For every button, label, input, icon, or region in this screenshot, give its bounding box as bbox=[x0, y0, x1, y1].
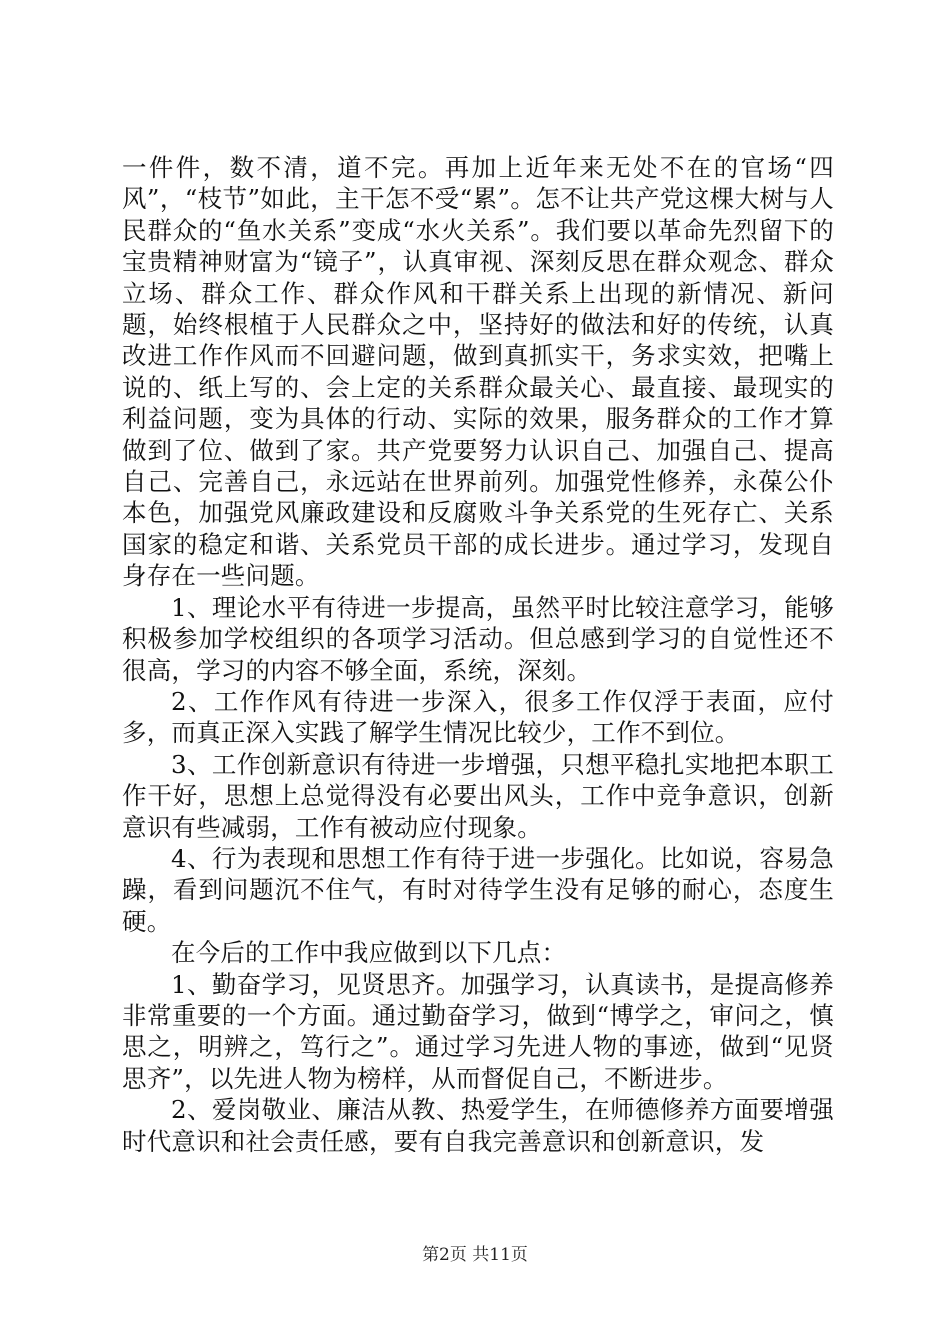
paragraph-2: 1、理论水平有待进一步提高，虽然平时比较注意学习，能够积极参加学校组织的各项学习活动。但总感到学习的自觉性还不很高，学习的内容不够全面，系统，深刻。 bbox=[122, 592, 834, 685]
document-body bbox=[122, 152, 834, 1157]
page-number-label: 第2页 共11页 bbox=[422, 1245, 528, 1265]
page-footer bbox=[0, 1244, 950, 1266]
paragraph-5: 4、行为表现和思想工作有待于进一步强化。比如说，容易急躁，看到问题沉不住气，有时对待学生没有足够的耐心，态度生硬。 bbox=[122, 843, 834, 936]
paragraph-4: 3、工作创新意识有待进一步增强，只想平稳扎实地把本职工作干好，思想上总觉得没有必要出风头，工作中竞争意识，创新意识有些减弱，工作有被动应付现象。 bbox=[122, 749, 834, 842]
paragraph-6: 在今后的工作中我应做到以下几点： bbox=[171, 938, 567, 968]
paragraph-7: 1、勤奋学习，见贤思齐。加强学习，认真读书，是提高修养非常重要的一个方面。通过勤奋学习，做到“博学之，审问之，慎思之，明辨之，笃行之”。通过学习先进人物的事迹，做到“见贤思齐”，以先进人物为榜样，从而督促自己，不断进步。 bbox=[122, 969, 834, 1093]
paragraph-1: 一件件，数不清，道不完。再加上近年来无处不在的官场“四风”，“枝节”如此，主干怎不受“累”。怎不让共产党这棵大树与人民群众的“鱼水关系”变成“水火关系”。我们要以革命先烈留下的宝贵精神财富为“镜子”，认真审视、深刻反思在群众观念、群众立场、群众工作、群众作风和干群关系上出现的新情况、新问题，始终根植于人民群众之中，坚持好的做法和好的传统，认真改进工作作风而不回避问题，做到真抓实干，务求实效，把嘴上说的、纸上写的、会上定的关系群众最关心、最直接、最现实的利益问题，变为具体的行动、实际的效果，服务群众的工作才算做到了位、做到了家。共产党要努力认识自己、加强自己、提高自己、完善自己，永远站在世界前列。加强党性修养，永葆公仆本色，加强党风廉政建设和反腐败斗争关系党的生死存亡、关系国家的稳定和谐、关系党员干部的成长进步。通过学习，发现自身存在一些问题。 bbox=[122, 153, 834, 591]
paragraph-3: 2、工作作风有待进一步深入，很多工作仅浮于表面，应付多，而真正深入实践了解学生情况比较少，工作不到位。 bbox=[122, 686, 834, 748]
paragraph-8: 2、爱岗敬业、廉洁从教、热爱学生，在师德修养方面要增强时代意识和社会责任感，要有自我完善意识和创新意识，发 bbox=[122, 1095, 834, 1156]
